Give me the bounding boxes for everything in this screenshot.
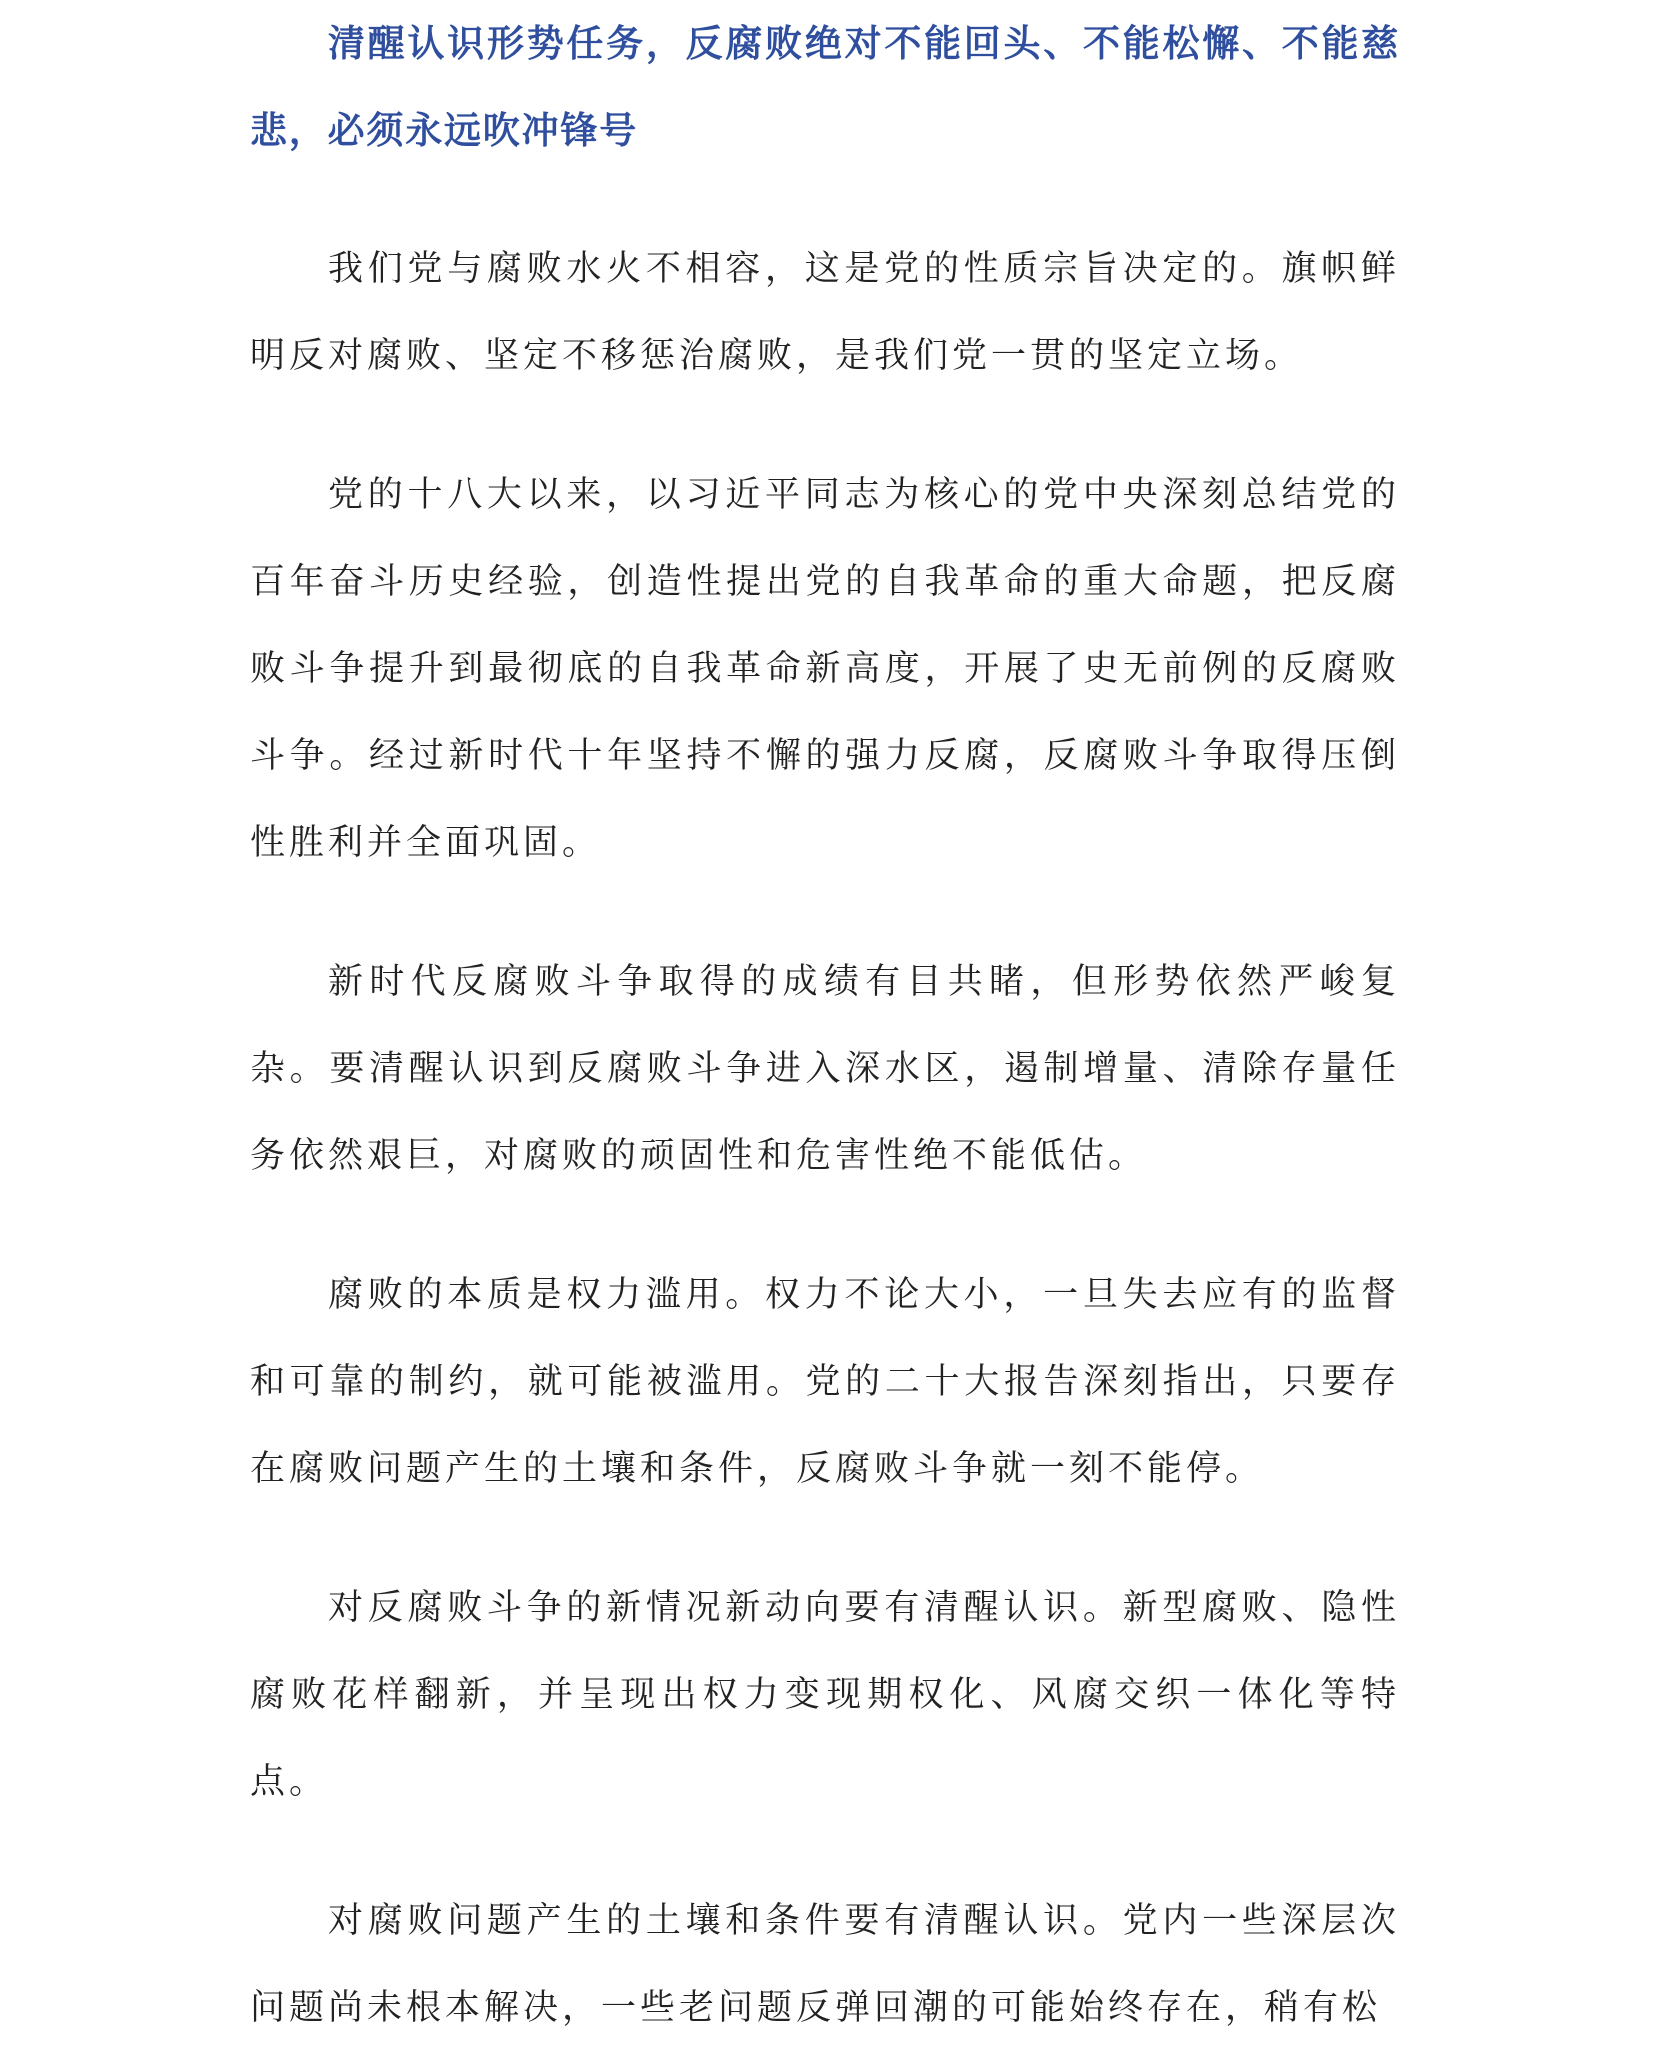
paragraph-3: 新时代反腐败斗争取得的成绩有目共睹，但形势依然严峻复杂。要清醒认识到反腐败斗争进入深水区，遏制增量、清除存量任务依然艰巨，对腐败的顽固性和危害性绝不能低估。: [250, 962, 1400, 1176]
paragraph-6: 对腐败问题产生的土壤和条件要有清醒认识。党内一些深层次问题尚未根本解决，一些老问题反弹回潮的可能始终存在，稍有松: [250, 1901, 1400, 2028]
paragraph-4: 腐败的本质是权力滥用。权力不论大小，一旦失去应有的监督和可靠的制约，就可能被滥用。党的二十大报告深刻指出，只要存在腐败问题产生的土壤和条件，反腐败斗争就一刻不能停。: [250, 1275, 1400, 1489]
section-heading: 清醒认识形势任务，反腐败绝对不能回头、不能松懈、不能慈悲，必须永远吹冲锋号: [250, 22, 1400, 152]
paragraph-5: 对反腐败斗争的新情况新动向要有清醒认识。新型腐败、隐性腐败花样翻新，并呈现出权力变现期权化、风腐交织一体化等特点。: [250, 1588, 1400, 1802]
paragraph-1: 我们党与腐败水火不相容，这是党的性质宗旨决定的。旗帜鲜明反对腐败、坚定不移惩治腐败，是我们党一贯的坚定立场。: [250, 249, 1400, 376]
paragraph-2: 党的十八大以来，以习近平同志为核心的党中央深刻总结党的百年奋斗历史经验，创造性提出党的自我革命的重大命题，把反腐败斗争提升到最彻底的自我革命新高度，开展了史无前例的反腐败斗争。经过新时代十年坚持不懈的强力反腐，反腐败斗争取得压倒性胜利并全面巩固。: [250, 475, 1400, 863]
article-body: [250, 0, 1400, 2052]
